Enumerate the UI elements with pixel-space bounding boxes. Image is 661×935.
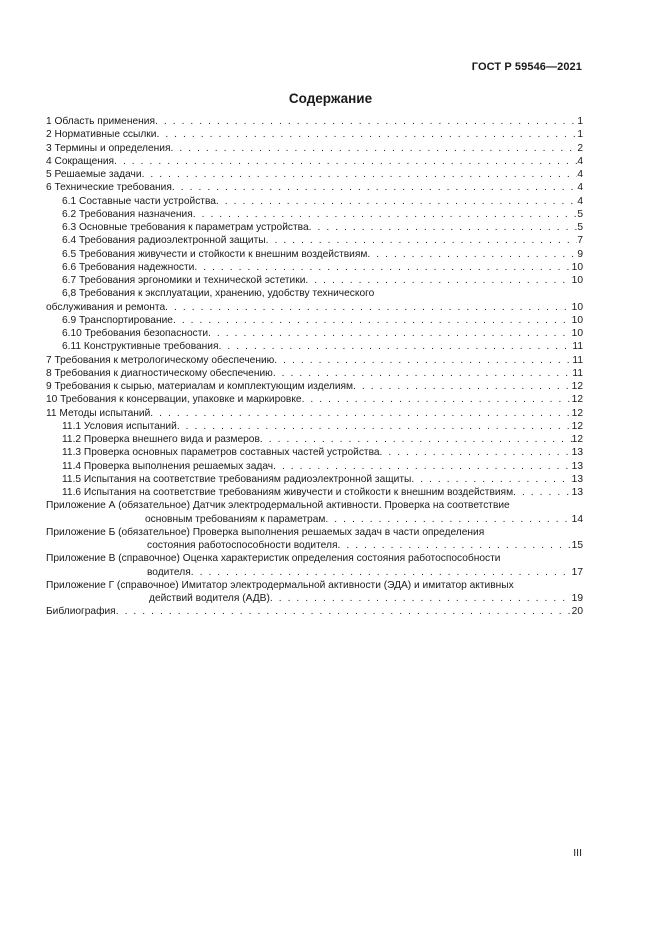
toc-item-label: 6.4 Требования радиоэлектронной защиты <box>62 235 266 247</box>
toc-item-page: 11 <box>572 354 583 366</box>
toc-item[interactable] <box>46 380 583 393</box>
toc-item-label: 3 Термины и определения <box>46 142 171 154</box>
toc-item[interactable] <box>46 128 583 141</box>
toc-item-label: 11 Методы испытаний <box>46 407 151 419</box>
toc-item-page: 4 <box>577 169 583 180</box>
toc-subitem[interactable] <box>46 460 583 473</box>
toc-subitem[interactable] <box>46 420 583 433</box>
toc-subitem[interactable] <box>46 314 583 327</box>
toc-leader <box>208 327 572 340</box>
toc-item-page: 14 <box>571 513 583 525</box>
toc-item[interactable] <box>46 393 583 406</box>
toc-item-label: 6.3 Основные требования к параметрам устройства <box>62 222 309 233</box>
toc-item-label: 6.11 Конструктивные требования <box>62 341 219 353</box>
toc-item-page: 5 <box>577 222 583 233</box>
toc-leader <box>367 248 577 261</box>
toc-leader <box>191 566 572 579</box>
toc-appendix-label: Приложение Б (обязательное) Проверка выполнения решаемых задач в части определения <box>46 526 485 538</box>
toc-item-page: 5 <box>577 208 583 220</box>
toc-item-label: 6.6 Требования надежности <box>62 261 195 273</box>
toc-item[interactable] <box>46 407 583 420</box>
toc-item-page: 13 <box>571 460 583 472</box>
toc-bibliography[interactable] <box>46 605 583 618</box>
toc-subitem[interactable] <box>46 486 583 499</box>
toc-item-page: 11 <box>572 367 583 379</box>
toc-item-page: 11 <box>572 341 583 353</box>
toc-appendix-continuation <box>46 566 583 579</box>
toc-item-label: 6.9 Транспортирование <box>62 314 173 326</box>
toc-leader <box>260 433 572 446</box>
toc-item-page: 10 <box>571 275 583 286</box>
toc-item[interactable] <box>46 115 583 128</box>
toc-item[interactable] <box>46 354 583 367</box>
toc-subitem[interactable] <box>46 446 583 459</box>
toc-item-page: 12 <box>571 407 583 419</box>
toc-subitem[interactable] <box>46 208 583 221</box>
toc-item-page: 4 <box>577 195 583 207</box>
toc-leader <box>172 181 577 194</box>
toc-subitem[interactable] <box>46 221 583 234</box>
toc-item-page: 12 <box>571 420 583 432</box>
toc-appendix-label-cont: основным требованиям к параметрам <box>145 513 326 525</box>
toc-leader <box>266 234 578 247</box>
toc-item-label: 6.2 Требования назначения <box>62 208 193 220</box>
toc-subitem[interactable] <box>46 248 583 261</box>
toc-item-label: 6.5 Требования живучести и стойкости к внешним воздействиям <box>62 248 368 260</box>
toc-appendix-label: Приложение А (обязательное) Датчик электродермальной активности. Проверка на соответствие <box>46 500 510 512</box>
toc-leader <box>273 460 572 473</box>
toc-leader <box>142 168 578 181</box>
toc-leader <box>155 115 577 128</box>
toc-item-page: 7 <box>577 235 583 247</box>
toc-subitem[interactable] <box>46 274 583 287</box>
toc-item-page: 12 <box>571 434 583 445</box>
toc-appendix-label: Приложение В (справочное) Оценка характеристик определения состояния работоспособности <box>46 553 501 565</box>
toc-appendix-label: Приложение Г (справочное) Имитатор электродермальной активности (ЭДА) и имитатор активных <box>46 579 514 591</box>
toc-item-label: 1 Область применения <box>46 116 155 127</box>
toc-item-page: 19 <box>571 593 583 604</box>
toc-leader <box>177 420 572 433</box>
toc-item-label: Библиография <box>46 606 116 618</box>
toc-leader <box>216 195 577 208</box>
toc-subitem-multiline[interactable] <box>46 287 583 314</box>
toc-appendix-label-cont: состояния работоспособности водителя <box>147 540 338 551</box>
toc-subitem[interactable] <box>46 261 583 274</box>
toc-item-page: 13 <box>571 447 583 459</box>
toc-item-label-cont: обслуживания и ремонта <box>46 301 166 313</box>
toc-leader <box>337 539 571 552</box>
toc-leader <box>309 221 578 234</box>
toc-leader <box>150 407 571 420</box>
toc-item[interactable] <box>46 181 583 194</box>
toc-appendix-v[interactable] <box>46 552 583 579</box>
toc-item-page: 12 <box>571 381 583 392</box>
toc-item-page: 15 <box>571 540 583 551</box>
toc-item-page: 1 <box>577 129 583 141</box>
toc-leader <box>219 340 573 353</box>
toc-item-page: 12 <box>571 394 583 406</box>
toc-item-label: 11.3 Проверка основных параметров составных частей устройства <box>62 447 380 459</box>
toc-item-label: 11.5 Испытания на соответствие требованиям радиоэлектронной защиты <box>62 473 412 485</box>
toc-appendix-g[interactable] <box>46 579 583 606</box>
toc-item-label: 11.1 Условия испытаний <box>62 420 177 432</box>
toc-item-page: 9 <box>577 248 583 260</box>
toc-item-label: 4 Сокращения <box>46 155 115 167</box>
toc-item-page: 10 <box>571 261 583 273</box>
toc-leader <box>165 301 572 314</box>
toc-appendix-label-cont: действий водителя (АДВ) <box>149 593 270 604</box>
toc-item-label: 2 Нормативные ссылки <box>46 129 157 141</box>
toc-leader <box>513 486 572 499</box>
toc-subitem[interactable] <box>46 340 583 353</box>
toc-leader <box>114 155 577 168</box>
toc-leader <box>411 473 571 486</box>
toc-leader <box>353 380 572 393</box>
toc-subitem[interactable] <box>46 195 583 208</box>
toc-appendix-continuation <box>46 513 583 526</box>
page-title: Содержание <box>288 91 373 106</box>
toc-item-page: 20 <box>571 606 583 618</box>
toc-appendix-continuation <box>46 592 583 605</box>
toc-item-page: 17 <box>571 566 583 578</box>
toc-item-continuation <box>46 301 583 314</box>
toc-leader <box>273 367 573 380</box>
toc-leader <box>274 354 572 367</box>
toc-item-label: 6 Технические требования <box>46 182 172 194</box>
toc-leader <box>302 393 572 406</box>
toc-leader <box>305 274 571 287</box>
toc-item-label: 5 Решаемые задачи <box>46 169 142 180</box>
toc-item[interactable] <box>46 155 583 168</box>
toc-leader <box>116 605 572 618</box>
toc-item[interactable] <box>46 367 583 380</box>
toc-item-page: 10 <box>571 301 583 313</box>
toc-leader <box>194 261 571 274</box>
toc-leader <box>325 513 571 526</box>
toc-item-page: 10 <box>571 314 583 326</box>
document-header-standard: ГОСТ Р 59546—2021 <box>471 61 582 73</box>
toc-leader <box>270 592 572 605</box>
toc-subitem[interactable] <box>46 473 583 486</box>
toc-appendix-continuation <box>46 539 583 552</box>
toc-leader <box>170 142 577 155</box>
toc-appendix-a[interactable] <box>46 499 583 526</box>
toc-leader <box>156 128 577 141</box>
toc-item-page: 13 <box>571 487 583 498</box>
toc-leader <box>173 314 572 327</box>
toc-appendix-b[interactable] <box>46 526 583 553</box>
toc-item-page: 2 <box>577 142 583 154</box>
toc-leader <box>380 446 572 459</box>
toc-item-label: 11.4 Проверка выполнения решаемых задач <box>62 460 274 472</box>
toc-item-page: 10 <box>571 328 583 339</box>
toc-item-page: 13 <box>571 473 583 485</box>
toc-item[interactable] <box>46 142 583 155</box>
toc-item-label: 6.1 Составные части устройства <box>62 195 216 207</box>
toc-item[interactable] <box>46 168 583 181</box>
toc-item-label: 11.6 Испытания на соответствие требованиям живучести и стойкости к внешним воздействиям <box>62 487 514 498</box>
toc-subitem[interactable] <box>46 433 583 446</box>
toc-item-label: 6.10 Требования безопасности <box>62 328 209 339</box>
toc-leader <box>193 208 578 221</box>
table-of-contents <box>46 115 583 619</box>
toc-item-label: 6,8 Требования к эксплуатации, хранению, удобству технического <box>62 288 375 300</box>
toc-item-page: 4 <box>577 155 583 167</box>
toc-item-label: 11.2 Проверка внешнего вида и размеров <box>62 434 260 445</box>
page-number-roman: III <box>573 847 582 859</box>
toc-item-page: 1 <box>577 116 583 127</box>
toc-subitem[interactable] <box>46 327 583 340</box>
toc-item-label: 10 Требования к консервации, упаковке и маркировке <box>46 394 302 406</box>
toc-item-label: 7 Требования к метрологическому обеспечению <box>46 354 275 366</box>
toc-item-label: 8 Требования к диагностическому обеспечению <box>46 367 273 379</box>
toc-appendix-label-cont: водителя <box>147 566 191 578</box>
toc-subitem[interactable] <box>46 234 583 247</box>
toc-item-label: 9 Требования к сырью, материалам и комплектующим изделиям <box>46 381 354 392</box>
toc-item-page: 4 <box>577 182 583 194</box>
toc-item-label: 6.7 Требования эргономики и технической эстетики <box>62 275 306 286</box>
